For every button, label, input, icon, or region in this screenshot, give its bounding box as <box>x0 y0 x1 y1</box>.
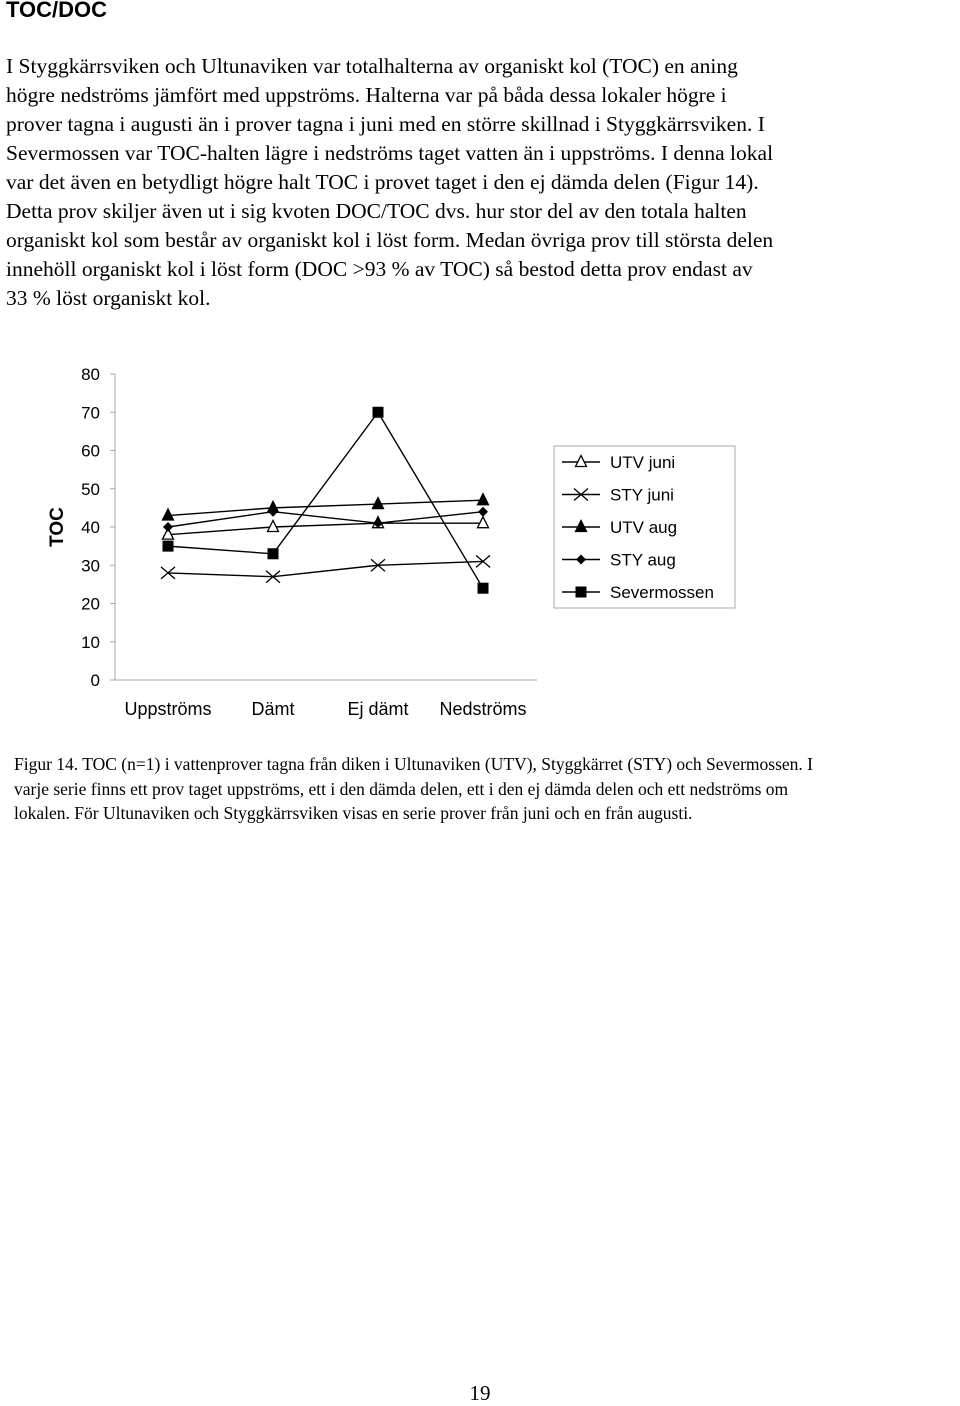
y-tick-label: 50 <box>81 479 100 499</box>
series-line <box>168 412 483 588</box>
caption-line: lokalen. För Ultunaviken och Styggkärrsviken visas en serie prover från juni och en från augusti. <box>14 803 693 823</box>
series-line <box>168 523 483 534</box>
caption-line: varje serie finns ett prov taget uppströms, ett i den dämda delen, ett i den ej dämda delen och ett nedströms om <box>14 778 789 799</box>
legend-label: STY aug <box>610 550 676 570</box>
toc-line-chart <box>0 350 960 740</box>
series-line <box>168 561 483 576</box>
y-axis <box>47 365 115 690</box>
y-axis-title: TOC <box>47 507 68 547</box>
data-point <box>268 521 279 532</box>
paragraph-line: högre nedströms jämfört med uppströms. Halterna var på båda dessa lokaler högre i <box>6 83 727 107</box>
chart-series <box>161 407 490 594</box>
series-sty-juni <box>161 555 490 582</box>
paragraph-line: var det även en betydligt högre halt TOC i provet taget i den ej dämda delen (Figur 14). <box>6 170 759 194</box>
data-point <box>478 507 488 517</box>
y-tick-label: 20 <box>81 594 100 614</box>
section-heading: TOC/DOC <box>6 0 108 22</box>
page-number: 19 <box>469 1381 491 1405</box>
data-point <box>478 494 489 505</box>
y-tick-label: 10 <box>81 632 100 652</box>
data-point <box>268 548 279 559</box>
x-tick-label: Ej dämt <box>347 699 409 719</box>
body-paragraph <box>6 52 950 313</box>
data-point <box>373 498 384 509</box>
y-tick-label: 0 <box>90 671 100 690</box>
series-sty-aug <box>163 507 488 532</box>
y-tick-label: 30 <box>81 556 100 576</box>
caption-line: Figur 14. TOC (n=1) i vattenprover tagna från diken i Ultunaviken (UTV), Styggkärret (STY) och Severmossen. I <box>14 754 813 774</box>
data-point <box>163 541 174 552</box>
paragraph-line: prover tagna i augusti än i prover tagna i juni med en större skillnad i Styggkärrsviken. I <box>6 112 765 136</box>
legend-marker <box>576 587 587 598</box>
chart-legend <box>554 446 735 608</box>
data-point <box>163 509 174 520</box>
data-point <box>163 522 173 532</box>
x-tick-label: Nedströms <box>439 699 527 719</box>
paragraph-line: Severmossen var TOC-halten lägre i nedströms taget vatten än i uppströms. I denna lokal <box>6 141 774 165</box>
paragraph-line: I Styggkärrsviken och Ultunaviken var totalhalterna av organiskt kol (TOC) en aning <box>6 54 738 78</box>
y-tick-label: 60 <box>81 441 100 461</box>
legend-label: STY juni <box>610 485 674 505</box>
data-point <box>478 583 489 594</box>
y-tick-label: 40 <box>81 518 100 537</box>
paragraph-line: 33 % löst organiskt kol. <box>6 286 211 310</box>
legend-label: UTV aug <box>610 518 678 537</box>
paragraph-line: innehöll organiskt kol i löst form (DOC >93 % av TOC) så bestod detta prov endast av <box>6 257 753 281</box>
paragraph-line: organiskt kol som består av organiskt kol i löst form. Medan övriga prov till största delen <box>6 228 774 252</box>
y-tick-label: 80 <box>81 365 100 384</box>
y-tick-label: 70 <box>81 403 100 423</box>
legend-label: UTV juni <box>610 453 676 472</box>
legend-label: Severmossen <box>610 583 714 602</box>
x-axis <box>115 680 537 719</box>
paragraph-line: Detta prov skiljer även ut i sig kvoten DOC/TOC dvs. hur stor del av den totala halten <box>6 199 747 223</box>
x-tick-label: Dämt <box>251 699 295 719</box>
series-severmossen <box>163 407 489 594</box>
figure-caption <box>14 752 958 826</box>
data-point <box>373 407 384 418</box>
data-point <box>478 517 489 528</box>
x-tick-label: Uppströms <box>124 699 212 719</box>
